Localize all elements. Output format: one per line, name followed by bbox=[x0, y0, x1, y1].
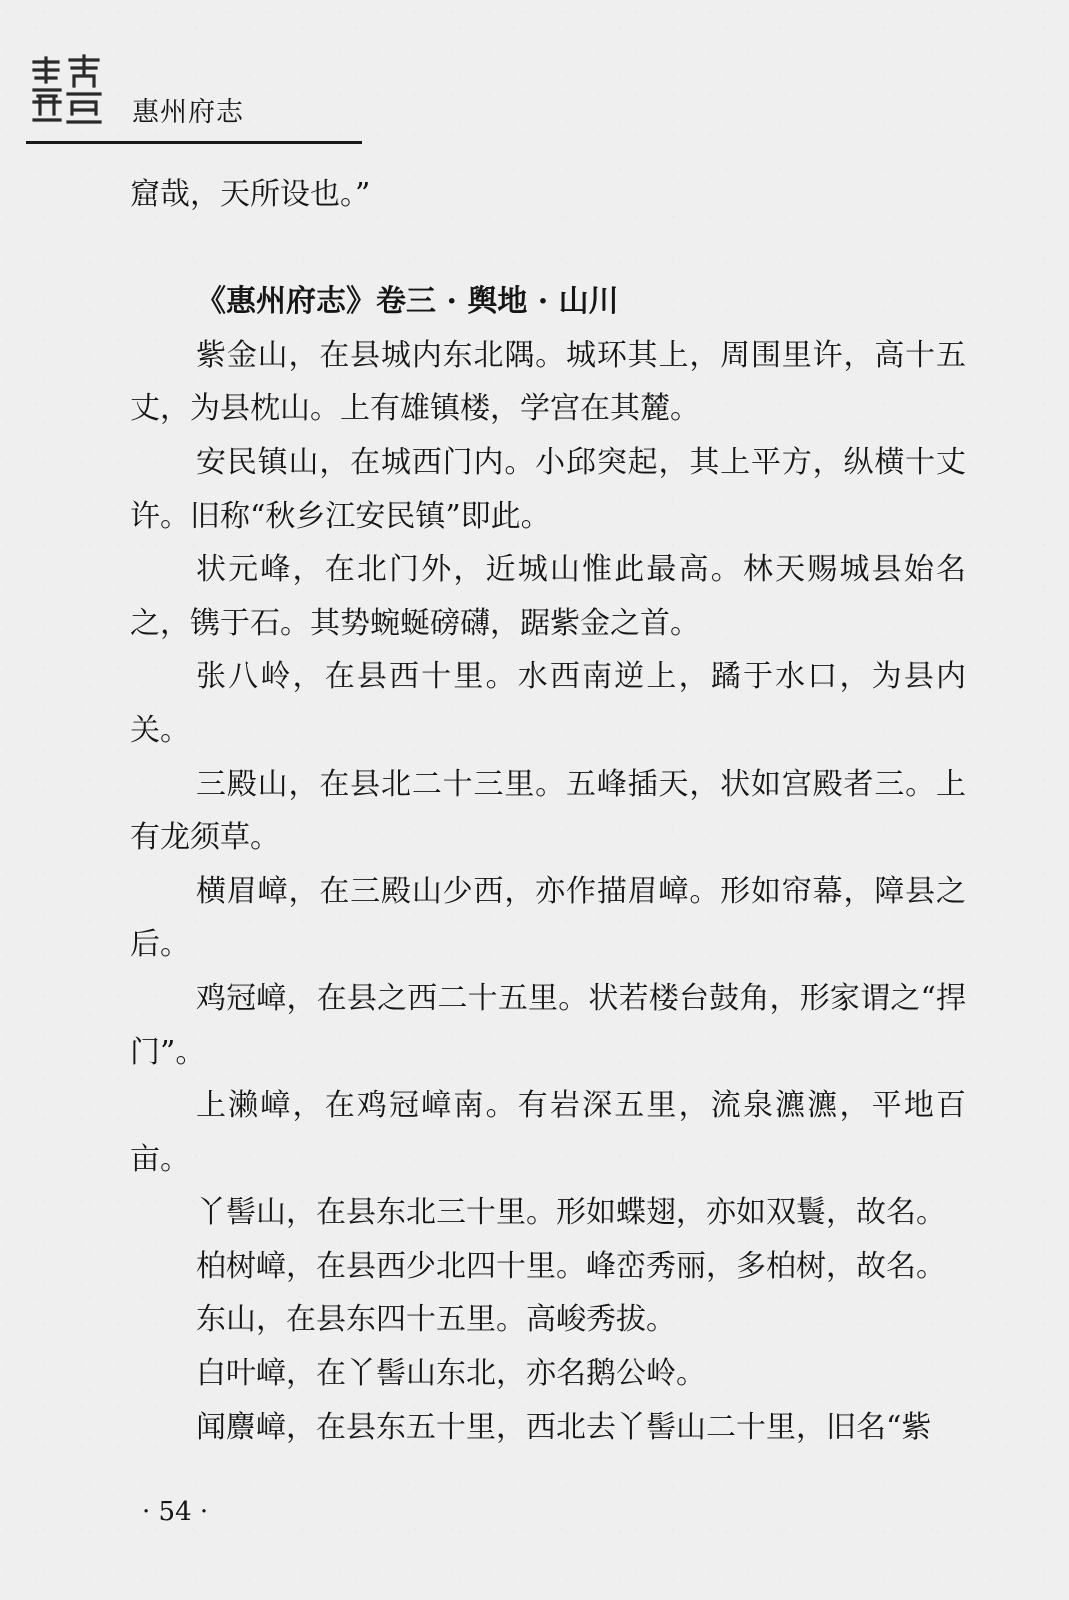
paragraph: 白叶嶂，在丫髻山东北，亦名鹅公岭。 bbox=[196, 1356, 706, 1392]
paragraph: 东山，在县东四十五里。高峻秀拔。 bbox=[196, 1302, 676, 1338]
paragraph: 横眉嶂，在三殿山少西，亦作描眉嶂。形如帘幕，障县之后。 bbox=[130, 873, 966, 963]
paragraph: 状元峰，在北门外，近城山惟此最高。林天赐城县始名之，镌于石。其势蜿蜒磅礴，踞紫金之首。 bbox=[130, 552, 966, 641]
paragraph: 丫髻山，在县东北三十里。形如蝶翅，亦如双鬟，故名。 bbox=[196, 1195, 946, 1231]
header-rule bbox=[26, 141, 362, 144]
seal-icon bbox=[28, 52, 104, 128]
running-header-title: 惠州府志 bbox=[132, 97, 244, 128]
paragraph: 闻麖嶂，在县东五十里，西北去丫髻山二十里，旧名“紫 bbox=[196, 1409, 932, 1445]
paragraph: 上濑嶂，在鸡冠嶂南。有岩深五里，流泉瀌瀌，平地百亩。 bbox=[130, 1088, 966, 1177]
paragraph: 柏树嶂，在县西少北四十里。峰峦秀丽，多柏树，故名。 bbox=[196, 1248, 946, 1284]
paragraph: 安民镇山，在城西门内。小邱突起，其上平方，纵横十丈许。旧称“秋乡江安民镇”即此。 bbox=[130, 444, 966, 534]
paragraph: 三殿山，在县北二十三里。五峰插天，状如宫殿者三。上有龙须草。 bbox=[130, 766, 966, 856]
section-heading: 《惠州府志》卷三 · 舆地 · 山川 bbox=[196, 284, 619, 320]
page-number: · 54 · bbox=[142, 1497, 209, 1527]
paragraph: 紫金山，在县城内东北隅。城环其上，周围里许，高十五丈，为县枕山。上有雄镇楼，学宫在其麓。 bbox=[130, 337, 966, 427]
paragraph: 张八岭，在县西十里。水西南逆上，蹫于水口，为县内关。 bbox=[130, 659, 966, 748]
page-body bbox=[130, 168, 966, 1454]
paragraph: 鸡冠嶂，在县之西二十五里。状若楼台鼓角，形家谓之“捍门”。 bbox=[130, 980, 966, 1070]
paragraph-continuation: 窟哉，天所设也。” bbox=[130, 177, 371, 212]
